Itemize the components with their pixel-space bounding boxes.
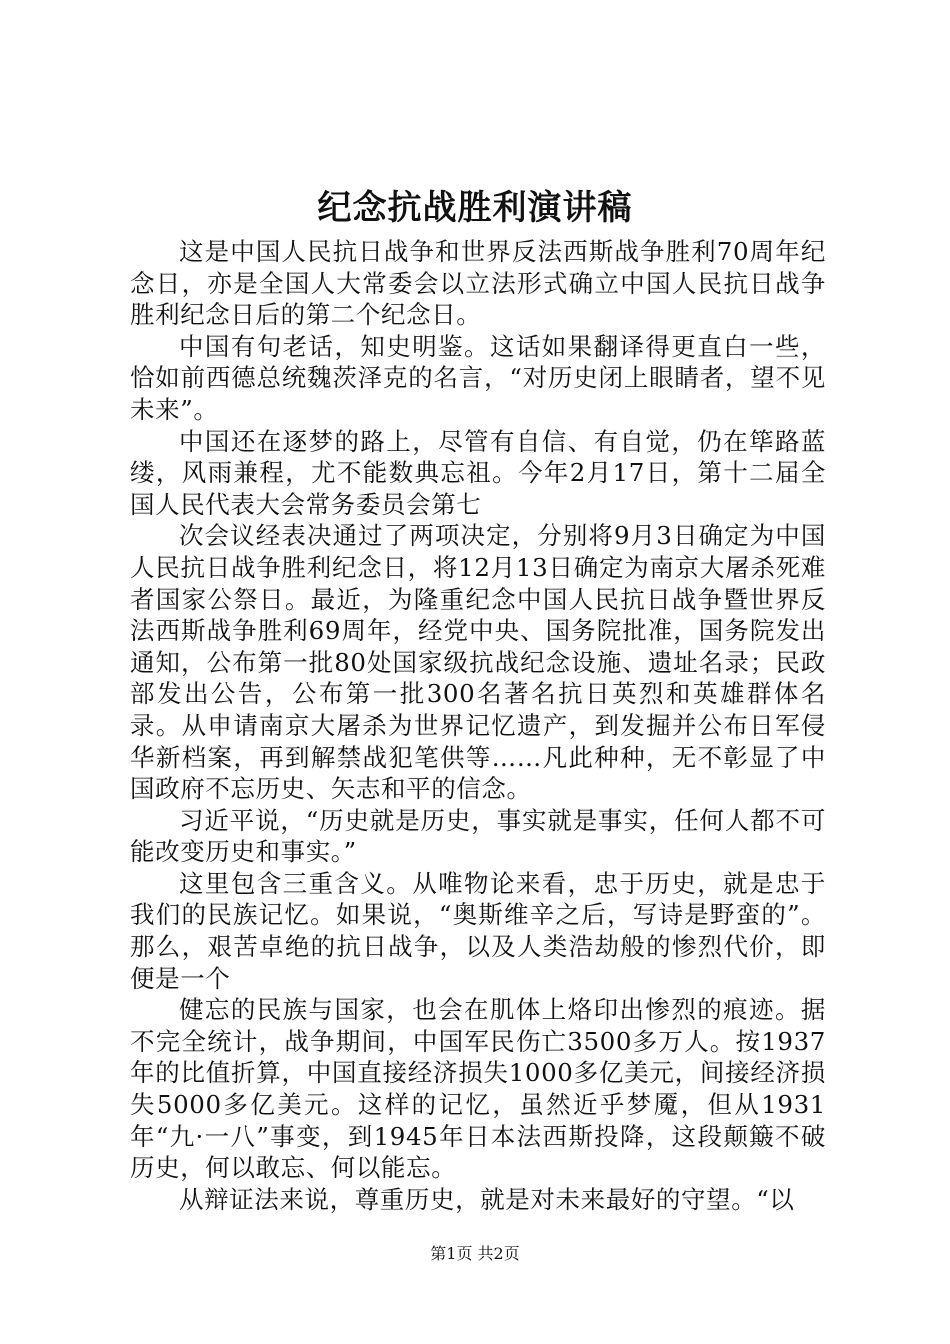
document-title: 纪念抗战胜利演讲稿 [317, 188, 633, 228]
paragraph: 这是中国人民抗日战争和世界反法西斯战争胜利70周年纪念日，亦是全国人大常委会以立法形式确立中国人民抗日战争胜利纪念日后的第二个纪念日。 [130, 237, 826, 330]
paragraph: 次会议经表决通过了两项决定，分别将9月3日确定为中国人民抗日战争胜利纪念日，将12月13日确定为南京大屠杀死难者国家公祭日。最近，为隆重纪念中国人民抗日战争暨世界反法西斯战争胜利69周年，经党中央、国务院批准，国务院发出通知，公布第一批80处国家级抗战纪念设施、遗址名录；民政部发出公告，公布第一批300名著名抗日英烈和英雄群体名录。从申请南京大屠杀为世界记忆遗产，到发掘并公布日军侵华新档案，再到解禁战犯笔供等……凡此种种，无不彰显了中国政府不忘历史、矢志和平的信念。 [130, 521, 826, 804]
paragraph: 这里包含三重含义。从唯物论来看，忠于历史，就是忠于我们的民族记忆。如果说，“奥斯维辛之后，写诗是野蛮的”。那么，艰苦卓绝的抗日战争，以及人类浩劫般的惨烈代价，即便是一个 [130, 868, 826, 993]
paragraph: 中国还在逐梦的路上，尽管有自信、有自觉，仍在筚路蓝缕，风雨兼程，尤不能数典忘祖。今年2月17日，第十二届全国人民代表大会常务委员会第七 [130, 426, 826, 519]
paragraph: 习近平说，“历史就是历史，事实就是事实，任何人都不可能改变历史和事实。” [130, 805, 826, 867]
page-footer: 第1页 共2页 [430, 1244, 520, 1263]
paragraph: 从辩证法来说，尊重历史，就是对未来最好的守望。“以 [179, 1184, 795, 1214]
paragraph: 中国有句老话，知史明鉴。这话如果翻译得更直白一些，恰如前西德总统魏茨泽克的名言，“对历史闭上眼睛者，望不见未来”。 [130, 331, 826, 424]
document-body [130, 236, 826, 1215]
paragraph: 健忘的民族与国家，也会在肌体上烙印出惨烈的痕迹。据不完全统计，战争期间，中国军民伤亡3500多万人。按1937年的比值折算，中国直接经济损失1000多亿美元，间接经济损失5000多亿美元。这样的记忆，虽然近乎梦魇，但从1931年“九·一八”事变，到1945年日本法西斯投降，这段颠簸不破历史，何以敢忘、何以能忘。 [130, 995, 826, 1183]
